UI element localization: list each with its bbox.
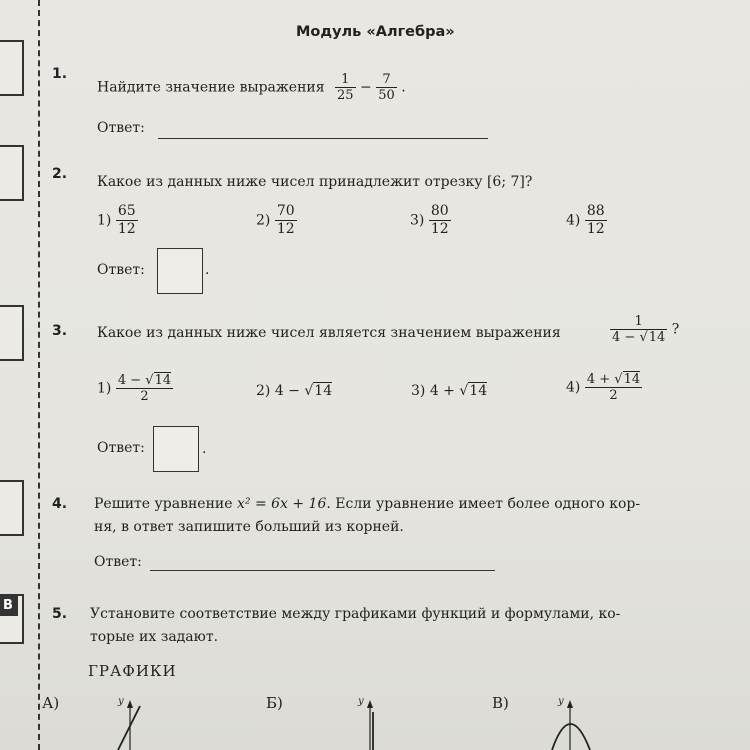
- margin-letter-badge: В: [0, 596, 18, 616]
- q3-expr-num: 1: [610, 314, 667, 330]
- q3-option-4-num-a: 4 +: [586, 372, 615, 387]
- q2-option-2-den: 12: [276, 221, 295, 237]
- margin-answer-box-4[interactable]: [0, 480, 24, 536]
- q5-number: 5.: [52, 606, 68, 622]
- q1-fraction-2: [376, 72, 397, 103]
- q4-answer-label: Ответ:: [94, 554, 142, 570]
- q3-answer-dot: .: [202, 441, 207, 457]
- q2-option-2[interactable]: [256, 203, 297, 238]
- graph-a: [100, 690, 160, 750]
- q3-option-3[interactable]: 3) 4 + √14: [411, 383, 488, 399]
- q5-line-1: Установите соответствие между графиками функций и формулами, ко-: [90, 606, 621, 622]
- q3-option-4-fraction: [585, 372, 642, 403]
- q3-text: Какое из данных ниже чисел является значением выражения: [97, 325, 561, 341]
- q3-expression: [610, 314, 679, 345]
- q3-option-4-den: 2: [609, 388, 618, 403]
- q1-prompt: Найдите значение выражения: [97, 79, 325, 96]
- q1-frac2-den: 50: [378, 88, 395, 103]
- q3-option-2-root: 14: [314, 383, 333, 399]
- graph-a-y-label: y: [118, 696, 124, 707]
- q3-option-1[interactable]: [97, 373, 173, 404]
- q2-option-4[interactable]: [566, 203, 607, 238]
- q3-expr-den-a: 4 −: [612, 330, 640, 345]
- q3-expr-den: 4 − √14: [612, 330, 666, 345]
- q2-option-1[interactable]: [97, 203, 138, 238]
- q2-option-2-index: 2): [256, 212, 271, 229]
- q1-fraction-1: [335, 72, 356, 103]
- q3-answer-box[interactable]: [153, 426, 199, 472]
- q3-option-4-index: 4): [566, 379, 581, 396]
- graph-a-arrow: [127, 700, 133, 708]
- q3-answer-label: Ответ:: [97, 440, 145, 456]
- q2-answer-box[interactable]: [157, 248, 203, 294]
- q2-answer-label: Ответ:: [97, 262, 145, 278]
- q2-option-4-num: 88: [586, 203, 605, 219]
- q3-option-4[interactable]: [566, 372, 642, 403]
- q2-option-3-num: 80: [430, 203, 449, 219]
- q4-line-2: ня, в ответ запишите больший из корней.: [94, 519, 404, 535]
- q3-option-1-num: 4 − √14: [117, 373, 172, 388]
- q2-option-4-index: 4): [566, 212, 581, 229]
- q2-text: Какое из данных ниже чисел принадлежит отрезку [6; 7]?: [97, 174, 533, 190]
- q3-option-2[interactable]: 2) 4 − √14: [256, 383, 333, 399]
- q2-option-1-den: 12: [117, 221, 136, 237]
- q2-number: 2.: [52, 166, 68, 182]
- q5-line-2: торые их задают.: [90, 629, 219, 645]
- graph-a-label: А): [42, 694, 60, 712]
- q2-option-1-index: 1): [97, 212, 112, 229]
- margin-dashed-line: [38, 0, 40, 750]
- graph-b-y-label: y: [358, 696, 364, 707]
- q3-option-4-num-root: 14: [623, 372, 641, 387]
- q2-option-4-fraction: [585, 203, 607, 238]
- q3-option-1-num-root: 14: [154, 373, 172, 388]
- q4-number: 4.: [52, 496, 68, 512]
- graph-b-arrow: [367, 700, 373, 708]
- q1-answer-label: Ответ:: [97, 120, 145, 136]
- q1-minus: −: [360, 79, 372, 96]
- q2-option-2-num: 70: [276, 203, 295, 219]
- margin-answer-box-1[interactable]: [0, 40, 24, 96]
- q3-option-1-fraction: [116, 373, 173, 404]
- margin-answer-box-3[interactable]: [0, 305, 24, 361]
- graph-b-label: Б): [266, 694, 283, 712]
- q3-option-1-index: 1): [97, 380, 112, 397]
- q3-option-2-text: 4 −: [274, 383, 305, 399]
- q2-option-1-num: 65: [117, 203, 136, 219]
- graph-c-arrow: [567, 700, 573, 708]
- graph-c-label: В): [492, 694, 509, 712]
- q3-option-3-index: 3): [411, 383, 426, 399]
- q3-option-1-den: 2: [140, 389, 149, 404]
- q2-answer-dot: .: [205, 262, 210, 278]
- q1-frac1-num: 1: [335, 72, 356, 88]
- q2-option-3-index: 3): [410, 212, 425, 229]
- graph-a-line: [118, 706, 140, 750]
- graph-c-y-label: y: [558, 696, 564, 707]
- q3-option-1-num-a: 4 −: [117, 373, 146, 388]
- q1-frac2-num: 7: [376, 72, 397, 88]
- q2-option-2-fraction: [275, 203, 297, 238]
- q3-option-2-index: 2): [256, 383, 271, 399]
- q3-number: 3.: [52, 323, 68, 339]
- q4-line-1-a: Решите уравнение: [94, 496, 237, 512]
- q3-expression-fraction: [610, 314, 667, 345]
- graphs-heading: ГРАФИКИ: [88, 662, 177, 680]
- q4-line-1: [94, 496, 640, 512]
- q2-option-3[interactable]: [410, 203, 451, 238]
- q1-frac1-den: 25: [337, 88, 354, 103]
- q1-number: 1.: [52, 66, 68, 82]
- q1-text: [97, 72, 406, 103]
- page-title: Модуль «Алгебра»: [296, 24, 455, 40]
- q2-option-4-den: 12: [586, 221, 605, 237]
- q4-equation: x² = 6x + 16: [236, 496, 327, 512]
- graph-c-parabola: [552, 724, 590, 750]
- q3-expr-den-root: 14: [648, 330, 666, 345]
- q2-option-3-den: 12: [430, 221, 449, 237]
- graph-c: [540, 690, 610, 750]
- graph-b: [340, 690, 400, 750]
- q3-option-3-text: 4 +: [429, 383, 460, 399]
- margin-answer-box-2[interactable]: [0, 145, 24, 201]
- q4-answer-field[interactable]: [150, 570, 495, 571]
- q3-qmark: ?: [671, 321, 680, 338]
- q2-option-3-fraction: [429, 203, 451, 238]
- q1-end-dot: .: [401, 79, 406, 96]
- q1-answer-field[interactable]: [158, 138, 488, 139]
- q2-option-1-fraction: [116, 203, 138, 238]
- q3-option-4-num: 4 + √14: [586, 372, 641, 387]
- q3-option-3-root: 14: [469, 383, 488, 399]
- q4-line-1-b: . Если уравнение имеет более одного кор-: [326, 496, 641, 512]
